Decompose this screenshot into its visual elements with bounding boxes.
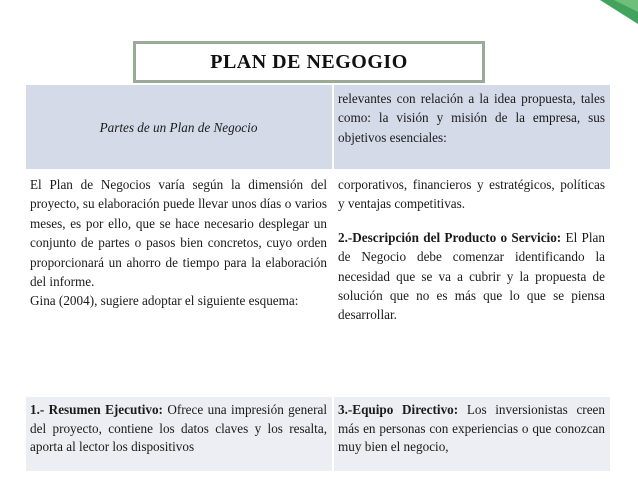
corner-decoration: [578, 0, 638, 30]
content-table: [26, 85, 610, 471]
slide-title: PLAN DE NEGOGIO: [133, 41, 485, 83]
table-middle-left: [26, 171, 332, 395]
table-bottom-right: [334, 397, 610, 471]
middle-right-paragraph-2: [338, 228, 605, 325]
table-middle-right: [334, 171, 610, 395]
management-team-heading: 3.-Equipo Directivo:: [338, 402, 459, 417]
column-divider: [332, 85, 334, 471]
middle-right-paragraph-1: corporativos, financieros y estratégicos, políticas y ventajas competitivas.: [338, 177, 605, 212]
table-header-left: [26, 85, 332, 169]
header-left-text: Partes de un Plan de Negocio: [99, 120, 258, 136]
product-description-text: El Plan de Negocio debe comenzar identificando la necesidad que se va a cubrir y la propuesta de solución que no es más que lo que se piensa desarrollar.: [338, 229, 605, 323]
executive-summary-heading: 1.- Resumen Ejecutivo:: [30, 402, 163, 417]
header-right-text: relevantes con relación a la idea propuesta, tales como: la visión y misión de la empresa, sus objetivos esenciales:: [338, 91, 605, 145]
middle-left-paragraph-1: El Plan de Negocios varía según la dimensión del proyecto, su elaboración puede llevar unos días o varios meses, es por ello, que se hace necesario desplegar un conjunto de partes o pasos bien concretos, cuyo orden proporcionará un ahorro de tiempo para la elaboración del informe.: [30, 177, 327, 290]
management-team-paragraph: [338, 401, 605, 457]
table-bottom-left: [26, 397, 332, 471]
management-team-text: Los inversionistas creen más en personas con experiencias o que conozcan muy bien el negocio,: [338, 402, 605, 454]
middle-left-paragraph-2: Gina (2004), sugiere adoptar el siguiente esquema:: [30, 293, 299, 309]
executive-summary-paragraph: [30, 401, 327, 457]
product-description-heading: 2.-Descripción del Producto o Servicio:: [338, 229, 562, 245]
executive-summary-text: Ofrece una impresión general del proyecto, contiene los datos claves y los resalta, aporta al lector los dispositivos: [30, 402, 327, 454]
table-header-right: [334, 85, 610, 169]
